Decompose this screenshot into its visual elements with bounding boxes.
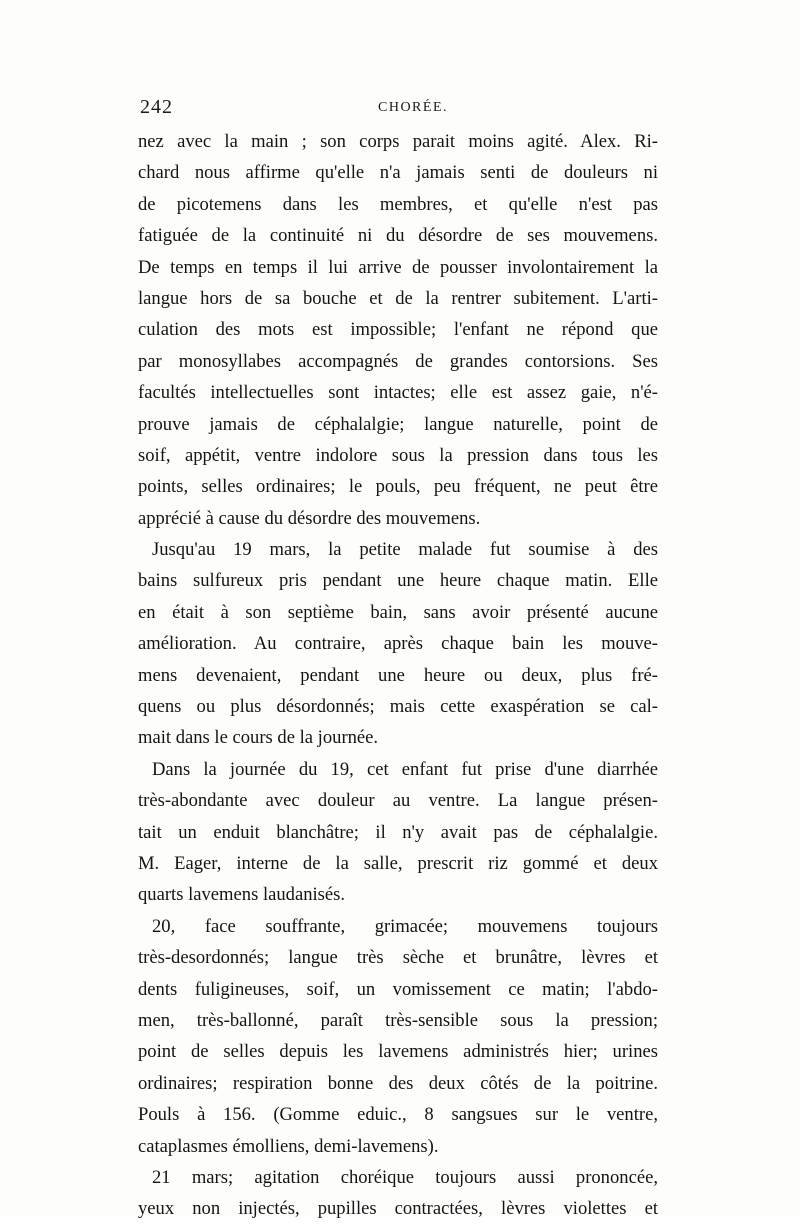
text-line: 21 mars; agitation choréique toujours aussi prononcée, [152,1166,658,1188]
text-line: chard nous affirme qu'elle n'a jamais senti de douleurs ni [138,162,658,184]
text-line: point de selles depuis les lavemens administrés hier; urines [138,1041,658,1063]
text-line: nez avec la main ; son corps parait moins agité. Alex. Ri- [138,131,658,152]
text-line: très-desordonnés; langue très sèche et brunâtre, lèvres et [138,947,658,969]
text-line: langue hors de sa bouche et de la rentrer subitement. L'arti- [138,287,658,309]
text-line: 20, face souffrante, grimacée; mouvemens toujours [152,915,658,937]
text-line: quens ou plus désordonnés; mais cette exaspération se cal- [138,696,658,718]
text-line: mens devenaient, pendant une heure ou deux, plus fré- [138,664,658,686]
page-header-title: CHORÉE. [378,100,448,115]
text-line: men, très-ballonné, paraît très-sensible sous la pression; [138,1009,658,1031]
text-line: ordinaires; respiration bonne des deux côtés de la poitrine. [138,1072,658,1094]
running-head [140,96,655,122]
text-line: culation des mots est impossible; l'enfant ne répond que [138,319,658,341]
text-line: très-abondante avec douleur au ventre. La langue présen- [138,790,658,812]
text-line: De temps en temps il lui arrive de pousser involontairement la [138,256,658,278]
text-line: en était à son septième bain, sans avoir présenté aucune [138,601,658,623]
text-line: amélioration. Au contraire, après chaque bain les mouve- [138,633,658,655]
text-line: yeux non injectés, pupilles contractées, lèvres violettes et [138,1198,658,1220]
text-line: soif, appétit, ventre indolore sous la pression dans tous les [138,444,658,466]
body-text [138,126,658,1225]
text-line: de picotemens dans les membres, et qu'elle n'est pas [138,193,658,215]
text-line: points, selles ordinaires; le pouls, peu fréquent, ne peut être [138,476,658,498]
page-number: 242 [140,96,173,118]
text-line: M. Eager, interne de la salle, prescrit riz gommé et deux [138,852,658,874]
text-line: Pouls à 156. (Gomme eduic., 8 sangsues sur le ventre, [138,1104,658,1126]
text-line: facultés intellectuelles sont intactes; elle est assez gaie, n'é- [138,382,658,404]
text-line: tait un enduit blanchâtre; il n'y avait pas de céphalalgie. [138,821,658,843]
text-line: mait dans le cours de la journée. [138,727,379,749]
text-line: Jusqu'au 19 mars, la petite malade fut soumise à des [152,539,658,561]
text-line: apprécié à cause du désordre des mouvemens. [138,507,481,529]
text-line: prouve jamais de céphalalgie; langue naturelle, point de [138,413,658,435]
text-line: bains sulfureux pris pendant une heure chaque matin. Elle [138,570,658,592]
text-line: par monosyllabes accompagnés de grandes contorsions. Ses [138,350,658,372]
text-line: Dans la journée du 19, cet enfant fut prise d'une diarrhée [152,758,658,780]
text-line: fatiguée de la continuité ni du désordre de ses mouvemens. [138,225,658,247]
text-line: dents fuligineuses, soif, un vomissement ce matin; l'abdo- [138,978,658,1000]
text-line: quarts lavemens laudanisés. [138,884,346,906]
text-line: cataplasmes émolliens, demi-lavemens). [138,1135,439,1157]
